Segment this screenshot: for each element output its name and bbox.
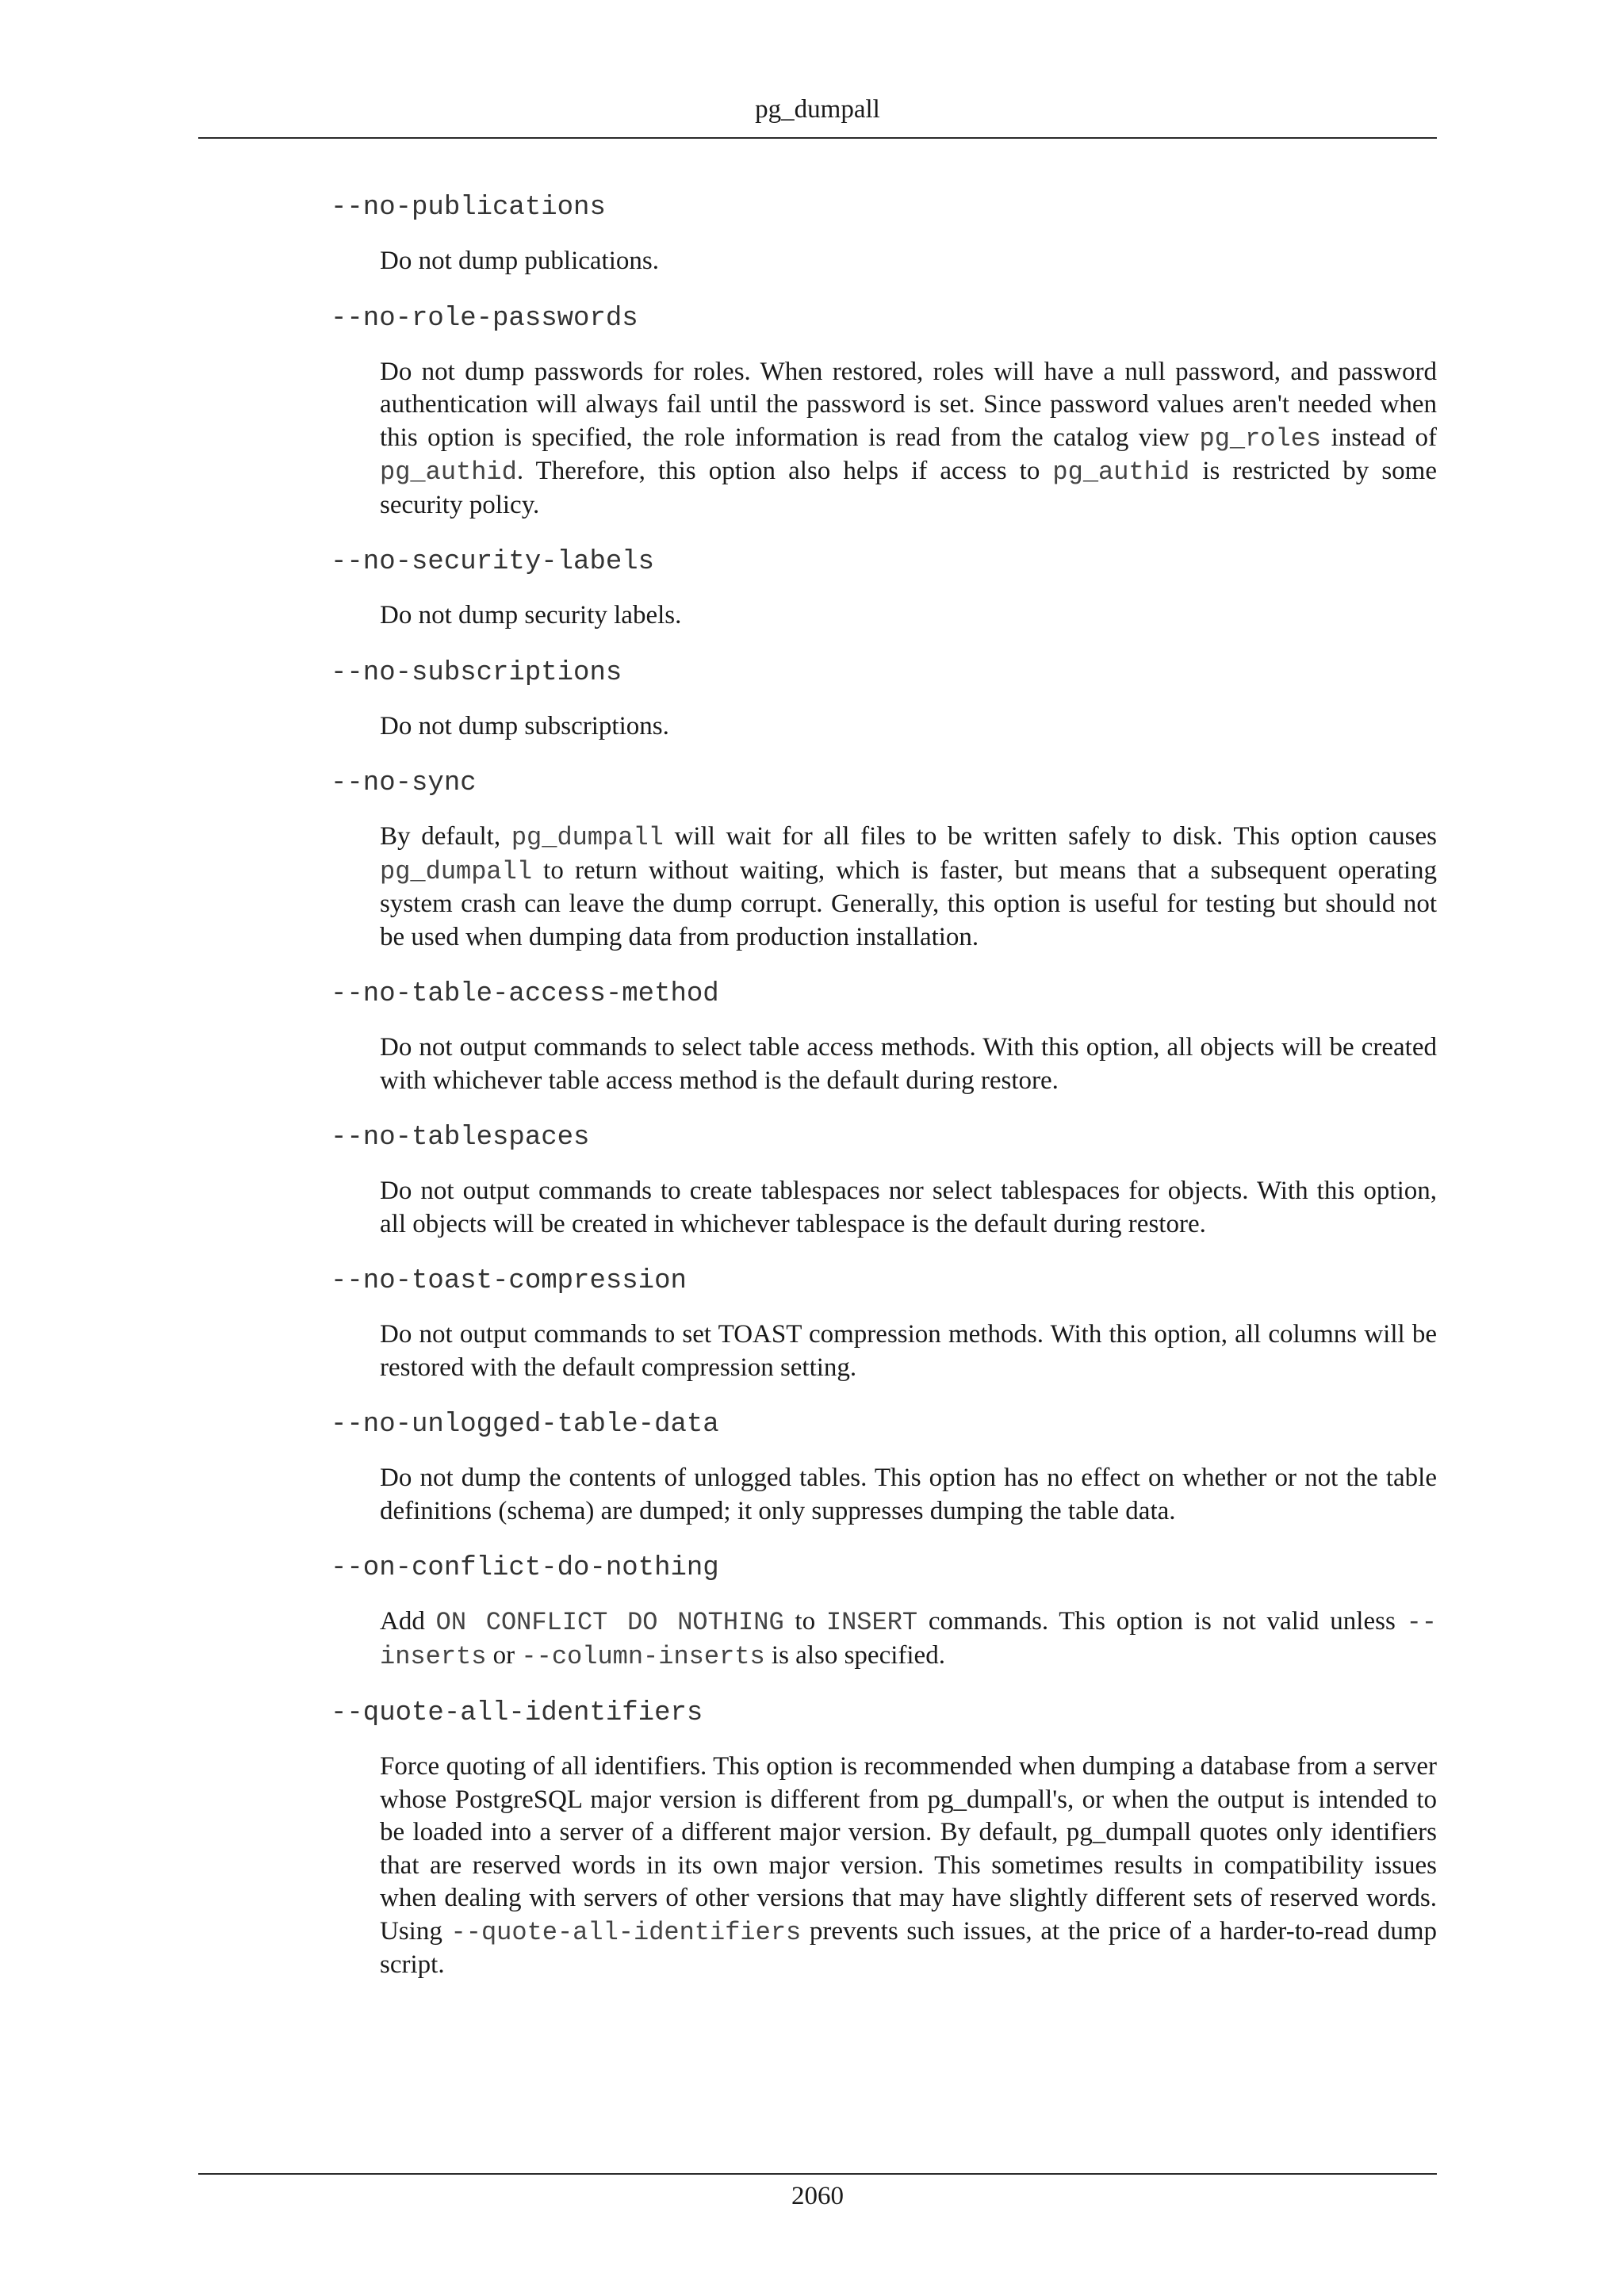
desc-text: instead of [1321,423,1437,452]
footer-rule [198,2173,1437,2175]
option-description [380,599,1437,633]
option-term: --on-conflict-do-nothing [331,1553,719,1583]
inline-code: ON CONFLICT DO NOTHING [435,1608,784,1637]
inline-code: --inserts [380,1608,1437,1671]
option-term: --no-publications [331,193,606,223]
option-term: --no-security-labels [331,547,655,577]
header-rule [198,137,1437,139]
option-description [380,1031,1437,1097]
desc-text: Do not dump publications. [380,247,659,275]
option-entry [331,546,1437,633]
inline-code: pg_dumpall [380,856,533,886]
inline-code: INSERT [825,1608,918,1637]
inline-code: pg_dumpall [511,823,664,852]
option-description [380,821,1437,954]
option-entry [331,657,1437,744]
desc-text: will wait for all files to be written safely to disk. This option causes [663,822,1437,851]
desc-text: By default, [380,822,511,851]
desc-text: Do not dump passwords for roles. When restored, roles will have a null password, and password authentication will always fail until the password is set. Since password values aren't needed when this option is specified, the role information is read from the catalog view [380,357,1437,452]
desc-text: or [486,1640,522,1670]
option-term: --no-subscriptions [331,657,622,688]
desc-text: is also specified. [764,1640,945,1670]
desc-text: Force quoting of all identifiers. This option is recommended when dumping a database from a server whose PostgreSQL major version is different from pg_dumpall's, or when the output is intended to be loaded into a server of a different major version. By default, pg_dumpall quotes only identifiers that are reserved words in its own major version. This sometimes results in compatibility issues when dealing with servers of other versions that may have slightly different sets of reserved words. Using [380,1752,1437,1946]
option-entry [331,1552,1437,1673]
desc-text: Do not dump the contents of unlogged tables. This option has no effect on whether or not the table definitions (schema) are dumped; it only suppresses dumping the table data. [380,1464,1437,1525]
page-header-title: pg_dumpall [755,95,880,124]
desc-text: to [783,1607,826,1636]
inline-code: --quote-all-identifiers [450,1917,802,1947]
option-entry [331,767,1437,954]
option-term: --no-sync [331,768,477,798]
desc-text: is restricted by some security policy. [380,457,1437,519]
option-description [380,1751,1437,1982]
option-term: --no-unlogged-table-data [331,1410,719,1440]
inline-code: --column-inserts [521,1641,765,1671]
option-term: --no-tablespaces [331,1123,590,1153]
inline-code: pg_authid [380,457,517,487]
option-description [380,1175,1437,1241]
desc-text: prevents such issues, at the price of a harder-to-read dump script. [380,1916,1437,1979]
desc-text: Add [380,1607,436,1636]
option-term: --no-table-access-method [331,979,719,1009]
page-number: 2060 [791,2182,844,2210]
option-term: --quote-all-identifiers [331,1698,703,1728]
option-description [380,245,1437,278]
option-entry [331,978,1437,1097]
desc-text: commands. This option is not valid unless [917,1607,1407,1636]
option-entry [331,303,1437,522]
option-description [380,1605,1437,1673]
option-entry [331,1265,1437,1384]
option-term: --no-role-passwords [331,303,638,334]
option-entry [331,1697,1437,1982]
option-entry [331,1122,1437,1241]
desc-text: Do not output commands to create tablespaces nor select tablespaces for objects. With this option, all objects will be created in whichever tablespace is the default during restore. [380,1177,1437,1238]
option-description [380,356,1437,522]
option-list [331,192,1437,1982]
desc-text: Do not dump security labels. [380,601,682,629]
desc-text: . Therefore, this option also helps if access to [516,457,1053,485]
desc-text: to return without waiting, which is faster, but means that a subsequent operating system crash can leave the dump corrupt. Generally, this option is useful for testing but should not be used when dumping data from production installation. [380,855,1437,951]
desc-text: Do not output commands to select table access methods. With this option, all objects will be created with whichever table access method is the default during restore. [380,1033,1437,1095]
inline-code: pg_roles [1199,423,1322,453]
desc-text: Do not dump subscriptions. [380,711,669,740]
option-description [380,1462,1437,1528]
option-term: --no-toast-compression [331,1266,687,1296]
option-description [380,1318,1437,1384]
desc-text: Do not output commands to set TOAST compression methods. With this option, all columns will be restored with the default compression setting. [380,1320,1437,1382]
option-description [380,710,1437,744]
option-entry [331,1409,1437,1528]
option-entry [331,192,1437,278]
inline-code: pg_authid [1052,457,1190,487]
